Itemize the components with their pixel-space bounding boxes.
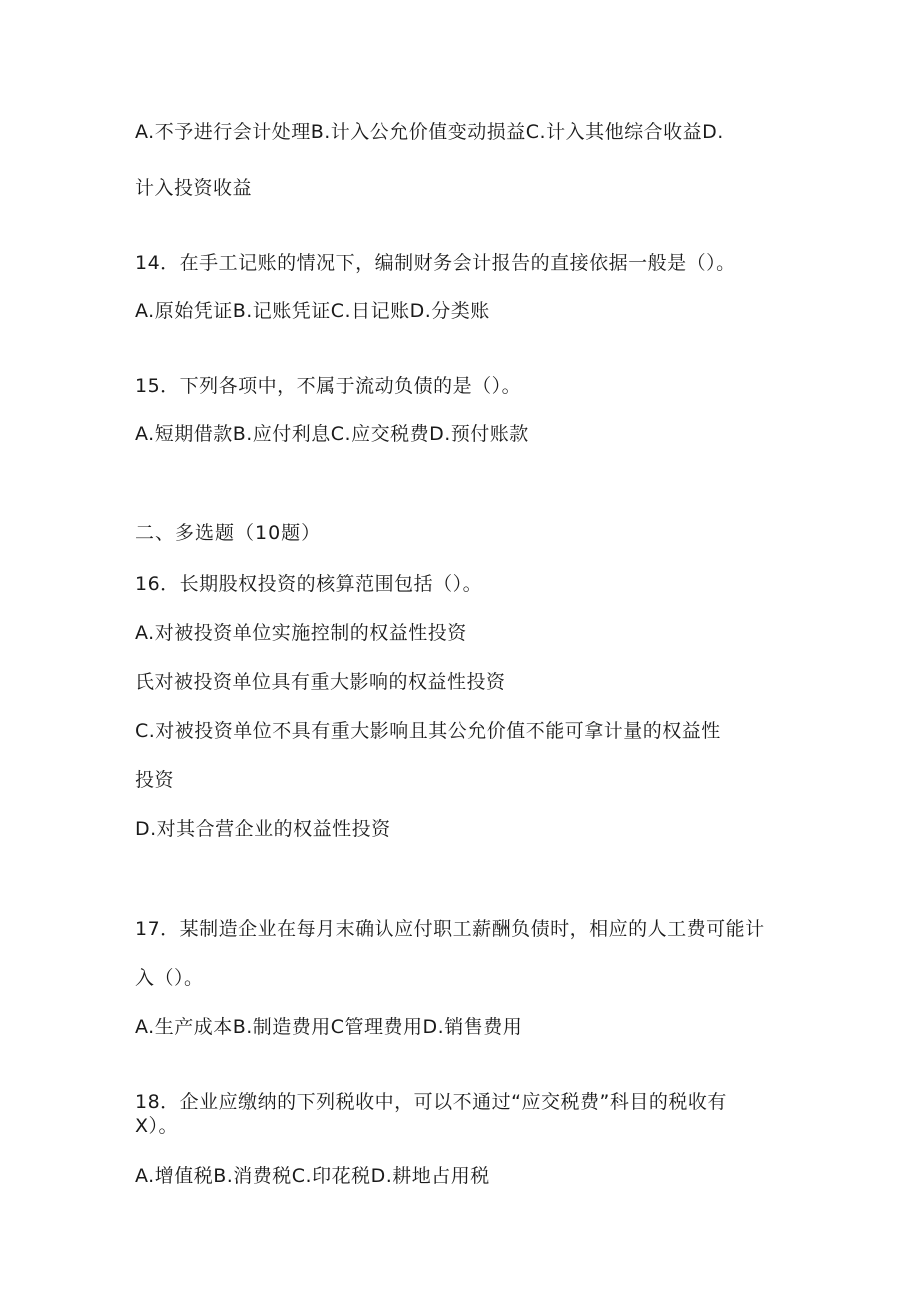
question-18-line-1: 18．企业应缴纳的下列税收中，可以不通过“应交税费”科目的税收有	[135, 1091, 727, 1113]
q16-option-a: A.对被投资单位实施控制的权益性投资	[135, 622, 467, 644]
q13-options-line-1: A.不予进行会计处理B.计入公允价值变动损益C.计入其他综合收益D.	[135, 121, 724, 143]
q16-option-d: D.对其合营企业的权益性投资	[135, 818, 391, 840]
q16-option-c-line-1: C.对被投资单位不具有重大影响且其公允价值不能可拿计量的权益性	[135, 720, 721, 742]
q16-option-c-line-2: 投资	[135, 769, 175, 791]
question-17-line-2: 入（）。	[135, 967, 204, 989]
section-heading-multiple-choice: 二、多选题（10题）	[135, 522, 322, 544]
q16-option-b: 氏对被投资单位具有重大影响的权益性投资	[135, 671, 506, 693]
q13-options-line-2: 计入投资收益	[135, 177, 253, 199]
question-16: 16．长期股权投资的核算范围包括（）。	[135, 573, 483, 595]
question-14: 14．在手工记账的情况下，编制财务会计报告的直接依据一般是（）。	[135, 252, 736, 274]
question-17-line-1: 17．某制造企业在每月末确认应付职工薪酬负债时，相应的人工费可能计	[135, 918, 765, 940]
question-15: 15．下列各项中，不属于流动负债的是（）。	[135, 375, 522, 397]
q18-options: A.增值税B.消费税C.印花税D.耕地占用税	[135, 1165, 490, 1187]
question-18-line-2: X）。	[135, 1115, 179, 1137]
q14-options: A.原始凭证B.记账凭证C.日记账D.分类账	[135, 300, 490, 322]
q15-options: A.短期借款B.应付利息C.应交税费D.预付账款	[135, 423, 529, 445]
q17-options: A.生产成本B.制造费用C管理费用D.销售费用	[135, 1016, 523, 1038]
